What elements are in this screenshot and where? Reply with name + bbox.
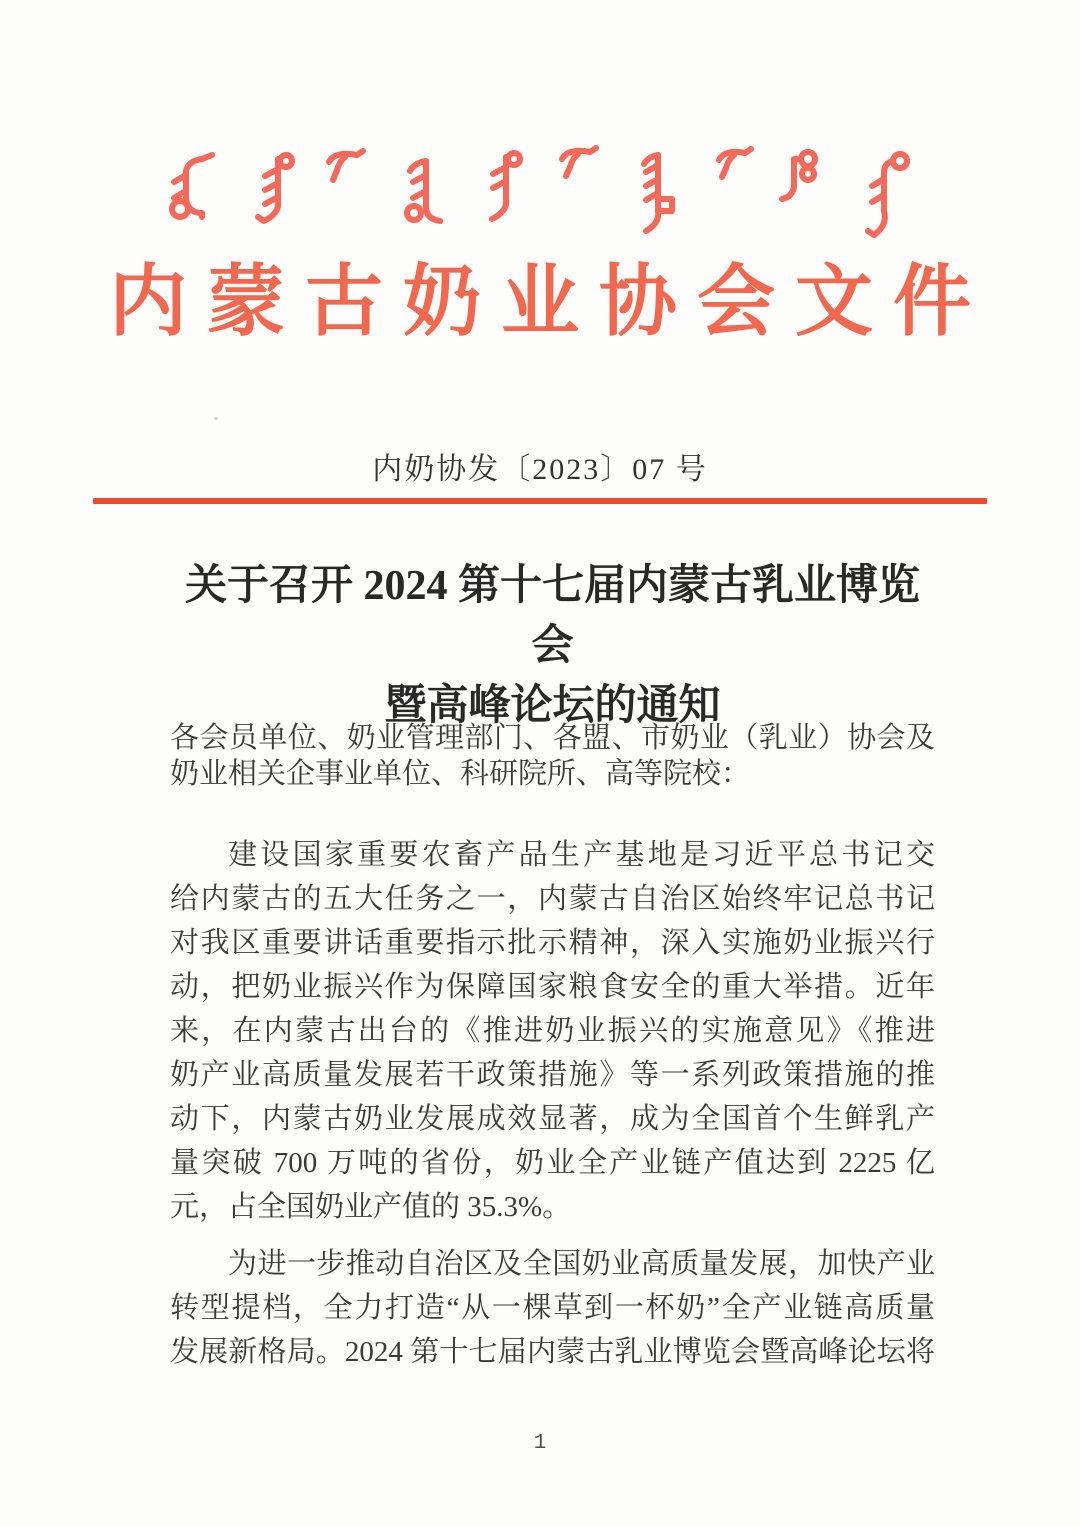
red-rule-divider: [93, 498, 987, 504]
text-line: 量突破 700 万吨的省份，奶业全产业链产值达到 2225 亿: [170, 1147, 935, 1179]
notice-title: [170, 556, 935, 736]
text-line: 对我区重要讲话重要指示批示精神，深入实施奶业振兴行: [170, 927, 935, 959]
text-line: 转型提档，全力打造“从一棵草到一杯奶”全产业链高质量: [170, 1292, 935, 1324]
text-line: 为进一步推动自治区及全国奶业高质量发展，加快产业: [228, 1248, 935, 1280]
text-line: 来，在内蒙古出台的《推进奶业振兴的实施意见》《推进: [170, 1015, 935, 1047]
scan-speck: [214, 417, 218, 420]
text-line: 各会员单位、奶业管理部门、各盟、市奶业（乳业）协会及: [170, 722, 935, 754]
text-line: 建设国家重要农畜产品生产基地是习近平总书记交: [228, 839, 935, 871]
text-line: 元，占全国奶业产值的 35.3%。: [170, 1191, 572, 1223]
text-line: 关于召开 2024 第十七届内蒙古乳业博览会: [184, 563, 920, 669]
mongolian-script-banner-icon: [160, 143, 920, 248]
doc-number: 内奶协发〔2023〕07 号: [372, 453, 708, 486]
body-paragraph-2: [170, 1242, 935, 1374]
org-title: 内蒙古奶业协会文件: [108, 258, 991, 345]
page-number: 1: [533, 1432, 547, 1455]
body-paragraph-1: [170, 833, 935, 1229]
text-line: 奶产业高质量发展若干政策措施》等一系列政策措施的推: [170, 1059, 935, 1091]
text-line: 发展新格局。2024 第十七届内蒙古乳业博览会暨高峰论坛将: [170, 1336, 935, 1368]
text-line: 给内蒙古的五大任务之一，内蒙古自治区始终牢记总书记: [170, 883, 935, 915]
text-line: 奶业相关企事业单位、科研院所、高等院校：: [170, 758, 751, 790]
text-line: 暨高峰论坛的通知: [384, 683, 721, 729]
text-line: 动下，内蒙古奶业发展成效显著，成为全国首个生鲜乳产: [170, 1103, 935, 1135]
text-line: 动，把奶业振兴作为保障国家粮食安全的重大举措。近年: [170, 971, 935, 1003]
salutation: [170, 720, 935, 792]
